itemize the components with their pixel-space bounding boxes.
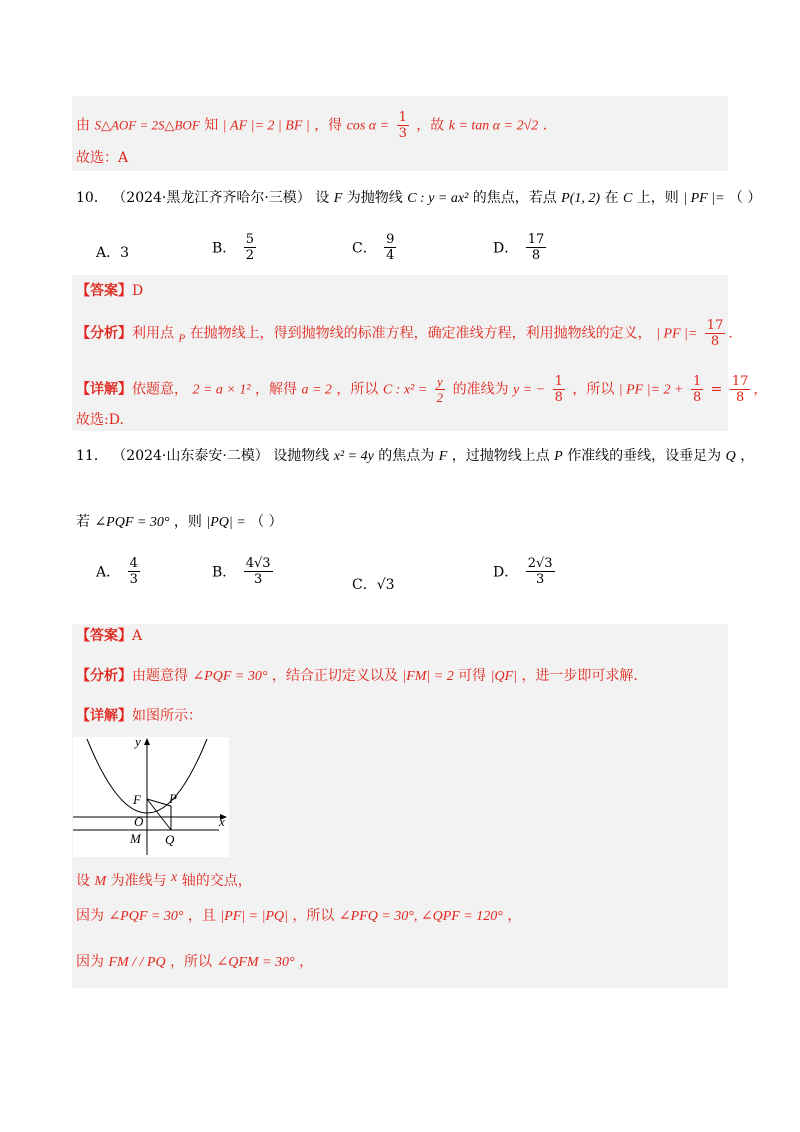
answer-line-q11 — [76, 626, 142, 646]
choose-line-d: 故选:D. — [76, 412, 124, 428]
option-b[interactable]: B． $\frac{4√3}{3}$ — [212, 556, 271, 587]
text: 为抛物线 — [346, 190, 403, 206]
pq-expression: |PQ| = — [206, 515, 246, 530]
option-b-fraction: $\frac{5}{2}$ — [245, 232, 255, 263]
text: 如图所示： — [132, 708, 202, 724]
pf-pq-equation: |PF| = |PQ| — [220, 909, 288, 924]
text: ，得 — [314, 117, 343, 134]
answer-tag: 【答案】 — [76, 283, 132, 299]
parabola-equation: C : y = ax² — [407, 191, 469, 206]
text: ，所以 — [170, 954, 213, 970]
text: ，则 — [173, 514, 202, 530]
detail-line-b — [76, 906, 521, 927]
equation: C : x² = — [382, 382, 428, 398]
text: ， — [507, 908, 522, 924]
answer-value: D — [132, 283, 144, 299]
answer-blank: （ ） — [250, 514, 283, 530]
parallel-relation: FM / / PQ — [108, 955, 166, 970]
text: 作准线的垂线，设垂足为 — [567, 448, 722, 464]
angle-equation: ∠QFM = 30° — [216, 955, 295, 970]
solution-panel-q10 — [72, 275, 728, 431]
text: ， — [299, 954, 314, 970]
option-d-fraction: $\frac{17}{8}$ — [527, 232, 545, 263]
answer-tag: 【答案】 — [76, 628, 132, 644]
label-f: F — [133, 792, 141, 807]
parabola-diagram — [73, 737, 229, 857]
label-p: P — [169, 791, 177, 806]
analysis-tag: 【分析】 — [76, 325, 132, 342]
text: 由 — [76, 117, 90, 134]
option-d[interactable]: D． $\frac{17}{8}$ — [493, 232, 545, 263]
detail-tag: 【详解】 — [76, 708, 132, 724]
fm-equation: |FM| = 2 — [402, 669, 454, 684]
detail-line-q11 — [76, 706, 202, 726]
parabola-figure — [73, 737, 229, 857]
question-source: （2024·山东泰安·二模） — [112, 448, 269, 464]
analysis-tag: 【分析】 — [76, 668, 132, 684]
text: 的焦点，若点 — [472, 190, 557, 206]
text: 因为 — [76, 954, 104, 970]
text: ． — [542, 117, 557, 134]
detail-tag: 【详解】 — [76, 381, 132, 398]
fraction-1-8: $\frac{1}{8}$ — [554, 374, 563, 405]
qf-expression: |QF| — [490, 669, 517, 684]
parabola-equation: x² = 4y — [333, 449, 374, 464]
fraction-y-2: $\frac{y}{2}$ — [436, 374, 444, 405]
option-b-fraction: $\frac{4√3}{3}$ — [245, 556, 271, 587]
option-c-fraction: $\frac{9}{4}$ — [386, 232, 395, 263]
cos-equation: cos α = — [346, 118, 390, 134]
angle-equation: ∠PQF = 30° — [108, 909, 184, 924]
text: 上，则 — [636, 190, 679, 206]
symbol-p: P — [554, 449, 563, 464]
question-11-stem — [76, 446, 754, 467]
label-x: x — [219, 814, 225, 829]
option-b[interactable]: B． $\frac{5}{2}$ — [212, 232, 255, 263]
option-a-fraction: $\frac{4}{3}$ — [129, 556, 138, 587]
detail-line-c — [76, 952, 313, 973]
angle-equation: ∠PQF = 30° — [94, 515, 170, 530]
text: ，进一步即可求解. — [521, 668, 638, 684]
label-q: Q — [165, 832, 175, 847]
question-number: 10． — [76, 190, 108, 206]
label-y: y — [135, 737, 141, 749]
symbol-c: C — [622, 191, 633, 206]
text: 在抛物线上，得到抛物线的标准方程，确定准线方程，利用抛物线的定义， — [189, 325, 652, 342]
equation: y = − — [513, 382, 546, 398]
option-c[interactable]: C． $\frac{9}{4}$ — [352, 232, 395, 263]
symbol-q: Q — [725, 449, 736, 464]
option-a[interactable]: A． $\frac{4}{3}$ — [96, 556, 138, 587]
equation: | PF |= 2 + — [618, 382, 684, 398]
choose-line-a: 故选：A — [76, 150, 129, 166]
text: 依题意， — [132, 381, 188, 398]
symbol-f: F — [438, 449, 448, 464]
text: 知 — [204, 117, 219, 134]
fraction-1-8b: $\frac{1}{8}$ — [692, 374, 702, 405]
option-d-fraction: $\frac{2√3}{3}$ — [527, 556, 553, 587]
area-equation: S△AOF = 2S△BOF — [94, 117, 200, 133]
option-a[interactable]: A．3 — [96, 245, 130, 261]
text: 设 — [76, 873, 90, 889]
solution-line-area — [76, 110, 557, 141]
text: = — [710, 381, 723, 398]
analysis-line-q10: 【分析】利用点 $_P$ 在抛物线上，得到抛物线的标准方程，确定准线方程，利用抛物线的定义， | PF |= $\frac{17}{8}$ . — [76, 318, 733, 349]
text: 在 — [604, 190, 619, 206]
answer-blank: （ ） — [728, 190, 762, 206]
detail-line-m — [76, 868, 252, 892]
text: 为准线与 — [110, 873, 167, 889]
angles-equation: ∠PFQ = 30°, ∠QPF = 120° — [338, 909, 503, 924]
question-number: 11． — [76, 448, 108, 464]
text: 的准线为 — [452, 381, 509, 398]
text: ，所以 — [572, 381, 615, 398]
text: 若 — [76, 514, 90, 530]
option-d[interactable]: D． $\frac{2√3}{3}$ — [493, 556, 553, 587]
pf-expression: | PF |= — [683, 191, 725, 206]
question-11-stem-2 — [76, 512, 283, 533]
pf-expression: | PF |= — [656, 326, 698, 342]
symbol-m: M — [94, 874, 107, 889]
text: 利用点 — [132, 325, 174, 342]
symbol-p: P — [178, 332, 186, 345]
label-m: M — [130, 831, 141, 846]
question-10-stem — [76, 188, 761, 209]
text: 的焦点为 — [378, 448, 435, 464]
answer-line-q10 — [76, 281, 143, 301]
label-o: O — [134, 814, 144, 829]
text: ，故 — [416, 117, 445, 134]
symbol-f: F — [333, 191, 343, 206]
text: ，且 — [187, 908, 216, 924]
fraction-17-8: $\frac{17}{8}$ — [706, 318, 724, 349]
text: 可得 — [458, 668, 487, 684]
option-c[interactable]: C．√3 — [352, 577, 395, 593]
question-source: （2024·黑龙江齐齐哈尔·三模） — [112, 190, 311, 206]
answer-value: A — [132, 628, 143, 644]
text: 轴的交点， — [181, 873, 252, 889]
text: 设 — [315, 190, 330, 206]
fraction-one-third: $\frac{1}{3}$ — [398, 110, 407, 141]
text: ，过抛物线上点 — [451, 448, 550, 464]
symbol-x: x — [171, 870, 178, 885]
text: ，所以 — [292, 908, 335, 924]
text: ，结合正切定义以及 — [271, 668, 398, 684]
fraction-17-8b: $\frac{17}{8}$ — [731, 374, 749, 405]
text: 设抛物线 — [273, 448, 330, 464]
text: 由题意得 — [132, 668, 188, 684]
k-equation: k = tan α = 2√2 — [448, 118, 539, 134]
detail-line-q10: 【详解】依题意， 2 = a × 1² ，解得 a = 2 ，所以 C : x² = $\frac{y}{2}$ 的准线为 y = − $\frac{1}{8}$ ，所以 | PF |= 2 + $\frac{1}{8}$ = $\frac{17}{8}$ ， — [76, 374, 768, 405]
point-p: P(1, 2) — [561, 191, 601, 206]
text: 因为 — [76, 908, 104, 924]
text: ， — [740, 448, 755, 464]
equation: a = 2 — [301, 382, 332, 398]
text: ，解得 — [255, 381, 297, 398]
angle-equation: ∠PQF = 30° — [192, 669, 268, 684]
equation: 2 = a × 1² — [192, 382, 251, 398]
text: ，所以 — [336, 381, 379, 398]
ratio-equation: | AF |= 2 | BF | — [222, 118, 310, 134]
analysis-line-q11 — [76, 666, 638, 687]
